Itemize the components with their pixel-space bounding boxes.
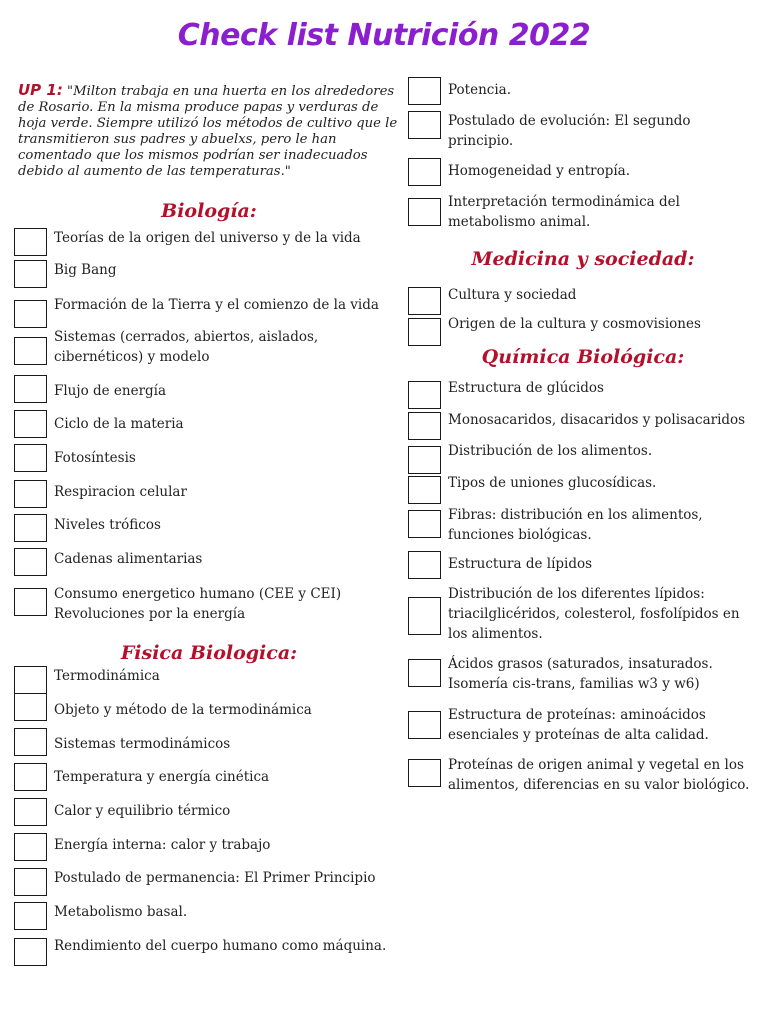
section-biologia: Biología: xyxy=(161,200,257,222)
item-line: Flujo de energía xyxy=(54,383,167,399)
item-text xyxy=(54,584,341,624)
checkbox[interactable] xyxy=(14,480,47,508)
item-line: Fotosíntesis xyxy=(54,450,136,466)
checkbox[interactable] xyxy=(14,337,47,365)
item-line: Sistemas termodinámicos xyxy=(54,736,231,752)
up1-scenario xyxy=(18,82,400,180)
item-line: Sistemas (cerrados, abiertos, aislados, xyxy=(54,329,319,345)
item-text xyxy=(448,161,630,181)
item-text xyxy=(448,314,701,334)
item-text xyxy=(448,410,745,430)
item-text xyxy=(448,654,713,694)
item-text xyxy=(54,414,184,434)
item-text xyxy=(448,554,592,574)
item-text xyxy=(54,228,361,248)
item-line: Fibras: distribución en los alimentos, xyxy=(448,507,703,523)
section-medicina: Medicina y sociedad: xyxy=(471,248,695,270)
item-line: Isomería cis-trans, familias w3 y w6) xyxy=(448,676,700,692)
checkbox[interactable] xyxy=(408,711,441,739)
item-text xyxy=(54,448,136,468)
item-text xyxy=(54,902,187,922)
item-line: Niveles tróficos xyxy=(54,517,161,533)
item-line: Temperatura y energía cinética xyxy=(54,769,270,785)
item-line: Postulado de permanencia: El Primer Principio xyxy=(54,870,376,886)
checkbox[interactable] xyxy=(14,798,47,826)
item-text xyxy=(54,767,269,787)
checkbox[interactable] xyxy=(14,228,47,256)
checkbox[interactable] xyxy=(408,77,441,105)
item-text xyxy=(448,705,709,745)
item-line: Energía interna: calor y trabajo xyxy=(54,837,271,853)
item-text xyxy=(448,111,691,151)
checkbox[interactable] xyxy=(408,198,441,226)
item-line: Estructura de glúcidos xyxy=(448,380,604,396)
item-text xyxy=(448,441,652,461)
checkbox[interactable] xyxy=(14,410,47,438)
item-text xyxy=(448,755,749,795)
item-line: Calor y equilibrio térmico xyxy=(54,803,231,819)
item-line: Potencia. xyxy=(448,82,511,98)
item-line: funciones biológicas. xyxy=(448,527,592,543)
item-text xyxy=(448,378,604,398)
checkbox[interactable] xyxy=(14,548,47,576)
item-line: Metabolismo basal. xyxy=(54,904,188,920)
item-line: Rendimiento del cuerpo humano como máquina. xyxy=(54,938,387,954)
checkbox[interactable] xyxy=(14,833,47,861)
checkbox[interactable] xyxy=(408,597,441,635)
item-line: Homogeneidad y entropía. xyxy=(448,163,630,179)
checkbox[interactable] xyxy=(14,514,47,542)
checkbox[interactable] xyxy=(408,318,441,346)
item-line: Interpretación termodinámica del xyxy=(448,194,680,210)
item-text xyxy=(448,584,740,644)
checkbox[interactable] xyxy=(408,476,441,504)
checkbox[interactable] xyxy=(408,287,441,315)
section-fisica: Fisica Biologica: xyxy=(120,642,298,664)
item-text xyxy=(54,327,318,367)
checkbox[interactable] xyxy=(408,759,441,787)
checkbox[interactable] xyxy=(408,412,441,440)
item-line: Cadenas alimentarias xyxy=(54,551,203,567)
item-line: Objeto y método de la termodinámica xyxy=(54,702,312,718)
item-text xyxy=(54,515,161,535)
item-text xyxy=(448,505,703,545)
checkbox[interactable] xyxy=(14,868,47,896)
item-line: Big Bang xyxy=(54,262,117,278)
item-line: cibernéticos) y modelo xyxy=(54,349,210,365)
item-line: metabolismo animal. xyxy=(448,214,591,230)
checkbox[interactable] xyxy=(408,510,441,538)
checkbox[interactable] xyxy=(408,158,441,186)
item-line: Formación de la Tierra y el comienzo de la vida xyxy=(54,297,379,313)
item-line: triacilglicéridos, colesterol, fosfolípidos en xyxy=(448,606,740,622)
item-text xyxy=(54,260,116,280)
checkbox[interactable] xyxy=(408,659,441,687)
item-text xyxy=(54,549,202,569)
item-text xyxy=(448,192,680,232)
checkbox[interactable] xyxy=(14,444,47,472)
checkbox[interactable] xyxy=(408,551,441,579)
item-text xyxy=(448,473,656,493)
item-text xyxy=(54,734,230,754)
checkbox[interactable] xyxy=(14,375,47,403)
item-line: Tipos de uniones glucosídicas. xyxy=(448,475,657,491)
item-text xyxy=(54,801,230,821)
item-line: Monosacaridos, disacaridos y polisacaridos xyxy=(448,412,746,428)
item-text xyxy=(54,381,166,401)
checkbox[interactable] xyxy=(408,446,441,474)
checkbox[interactable] xyxy=(14,763,47,791)
item-text xyxy=(448,285,576,305)
item-line: Termodinámica xyxy=(54,668,160,684)
item-text xyxy=(54,482,187,502)
item-line: los alimentos. xyxy=(448,626,543,642)
checkbox[interactable] xyxy=(408,111,441,139)
section-quimica: Química Biológica: xyxy=(481,346,685,368)
checkbox[interactable] xyxy=(14,666,47,694)
item-text xyxy=(54,295,379,315)
item-line: Distribución de los diferentes lípidos: xyxy=(448,586,705,602)
item-line: Proteínas de origen animal y vegetal en los xyxy=(448,757,744,773)
page-title: Check list Nutrición 2022 xyxy=(177,18,591,53)
item-line: Origen de la cultura y cosmovisiones xyxy=(448,316,701,332)
up1-label: UP 1: xyxy=(18,81,63,99)
item-line: Ciclo de la materia xyxy=(54,416,184,432)
checkbox[interactable] xyxy=(14,588,47,616)
item-line: alimentos, diferencias en su valor biológico. xyxy=(448,777,750,793)
checkbox[interactable] xyxy=(14,300,47,328)
checkbox[interactable] xyxy=(14,902,47,930)
item-line: Ácidos grasos (saturados, insaturados. xyxy=(448,656,713,672)
checkbox[interactable] xyxy=(14,693,47,721)
item-text xyxy=(448,80,511,100)
checkbox[interactable] xyxy=(14,938,47,966)
item-line: Estructura de proteínas: aminoácidos xyxy=(448,707,706,723)
item-text xyxy=(54,936,386,956)
item-line: Revoluciones por la energía xyxy=(54,606,246,622)
item-text xyxy=(54,700,312,720)
checkbox[interactable] xyxy=(14,728,47,756)
item-line: Respiracion celular xyxy=(54,484,187,500)
item-line: Estructura de lípidos xyxy=(448,556,593,572)
item-line: Teorías de la origen del universo y de la vida xyxy=(54,230,361,246)
item-line: esenciales y proteínas de alta calidad. xyxy=(448,727,709,743)
item-line: Cultura y sociedad xyxy=(448,287,577,303)
checkbox[interactable] xyxy=(14,260,47,288)
item-line: principio. xyxy=(448,133,514,149)
item-text xyxy=(54,835,270,855)
item-text xyxy=(54,868,376,888)
checkbox[interactable] xyxy=(408,381,441,409)
item-line: Consumo energetico humano (CEE y CEI) xyxy=(54,586,342,602)
item-text xyxy=(54,666,160,686)
item-line: Distribución de los alimentos. xyxy=(448,443,653,459)
item-line: Postulado de evolución: El segundo xyxy=(448,113,691,129)
up1-text: "Milton trabaja en una huerta en los alrededores de Rosario. En la misma produce papas y verduras de hoja verde. Siempre utilizó los métodos de cultivo que le transmitieron sus padres y abuelxs, pero le han comentado que los mismos podrían ser inadecuados debido al aumento de las temperaturas." xyxy=(18,84,398,179)
